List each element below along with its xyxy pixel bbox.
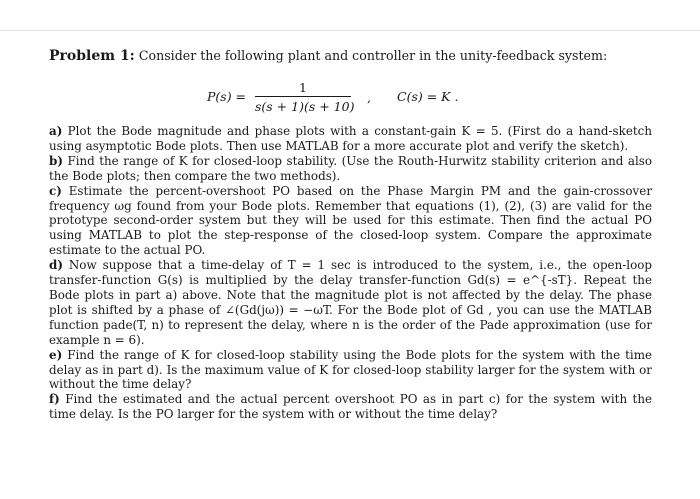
equation-row <box>0 80 700 116</box>
part-a <box>49 124 652 154</box>
part-b <box>49 154 652 184</box>
part-d <box>49 258 652 347</box>
problem-intro: Consider the following plant and controller in the unity-feedback system: <box>138 48 608 63</box>
part-label: d) <box>49 258 63 273</box>
plant-lhs: P(s) = <box>207 89 247 104</box>
equation-separator: , <box>367 90 371 105</box>
part-label: b) <box>49 153 63 168</box>
plant-fraction <box>255 80 355 114</box>
part-text: Plot the Bode magnitude and phase plots with a constant-gain K = 5. (First do a hand-sketch using asymptotic Bode plots. Then use MATLAB for a more accurate plot and verify the sketch). <box>49 124 652 153</box>
part-f <box>49 392 652 422</box>
part-text: Find the estimated and the actual percent overshoot PO as in part c) for the system with the time delay. Is the PO larger for the system with or without the time delay? <box>49 392 653 422</box>
part-c <box>49 184 652 259</box>
controller-equation: C(s) = K . <box>397 89 459 104</box>
part-text: Find the range of K for closed-loop stability. (Use the Routh-Hurwitz stability criterion and also the Bode plots; then compare the two methods). <box>49 153 653 183</box>
plant-numerator: 1 <box>299 80 307 95</box>
problem-parts <box>49 124 652 422</box>
problem-heading <box>49 48 669 64</box>
part-label: a) <box>49 124 63 138</box>
part-label: c) <box>49 183 62 198</box>
part-text: Estimate the percent-overshoot PO based on the Phase Margin PM and the gain-crossover frequency ωg found from your Bode plots. Remember that equations (1), (2), (3) are valid for the prototype second-order system but they will be used for this estimate. Then find the actual PO using MATLAB to plot the step-response of the closed-loop system. Compare the approximate estimate to the actual PO. <box>49 183 652 258</box>
part-text: Now suppose that a time-delay of T = 1 sec is introduced to the system, i.e., the open-loop transfer-function G(s) is multiplied by the delay transfer-function Gd(s) = e^{-sT}. Repeat the Bode plots in part a) above. Note that the magnitude plot is not affected by the delay. The phase plot is shifted by a phase of ∠(Gd(jω)) = −ωT. For the Bode plot of Gd , you can use the MATLAB function pade(T, n) to represent the delay, where n is the order of the Pade approximation (use for example n = 6). <box>49 258 653 347</box>
plant-denominator: s(s + 1)(s + 10) <box>255 99 355 114</box>
top-border <box>0 0 700 31</box>
part-text: Find the range of K for closed-loop stability using the Bode plots for the system with the time delay as in part d). Is the maximum value of K for closed-loop stability larger for the system with or without the time delay? <box>49 347 653 392</box>
fraction-bar <box>255 96 351 97</box>
problem-label: Problem 1: <box>49 48 135 64</box>
part-e <box>49 348 652 393</box>
part-label: f) <box>49 392 60 407</box>
part-label: e) <box>49 347 63 362</box>
